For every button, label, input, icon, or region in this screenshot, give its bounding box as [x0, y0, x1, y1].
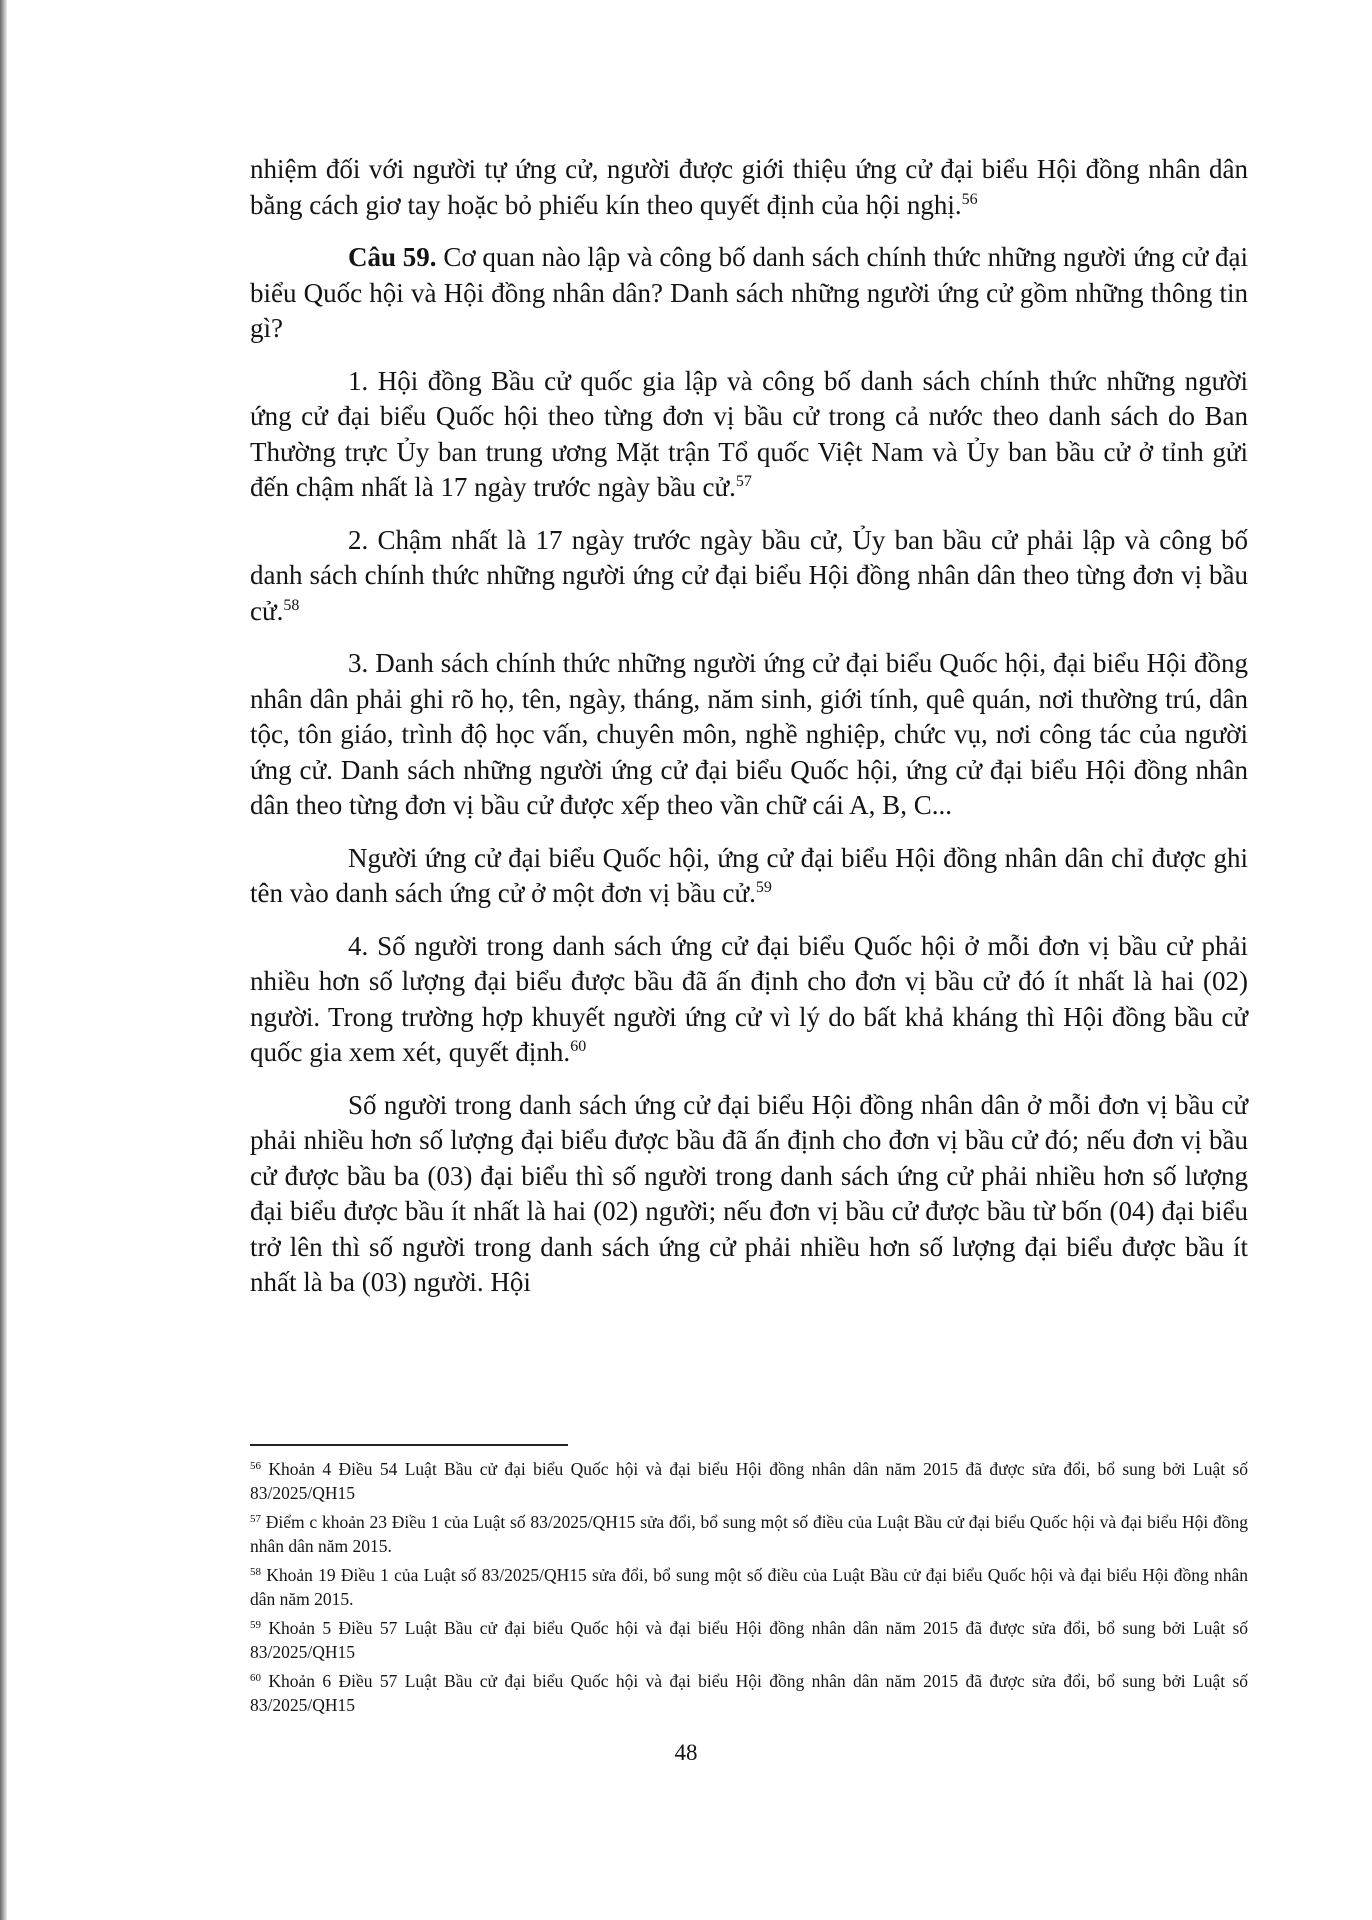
footnote-ref-57[interactable]: 57 [735, 473, 752, 490]
scan-edge-shadow [0, 0, 7, 1920]
footnote-ref-59[interactable]: 59 [755, 879, 772, 896]
page-number: 48 [674, 1740, 698, 1765]
footnote-58: $^{58}$ Khoản 19 Điều 1 của Luật số 83/2025/QH15 sửa đổi, bổ sung một số điều của Luật Bầu cử đại biểu Quốc hội và đại biểu Hội đồng nhân dân năm 2015. [250, 1565, 1248, 1609]
footnote-60: $^{60}$ Khoản 6 Điều 57 Luật Bầu cử đại biểu Quốc hội và đại biểu Hội đồng nhân dân năm 2015 đã được sửa đổi, bổ sung bởi Luật số 83/2025/QH15 [250, 1671, 1249, 1715]
answer-item-3-note: Người ứng cử đại biểu Quốc hội, ứng cử đại biểu Hội đồng nhân dân chỉ được ghi tên vào danh sách ứng cử ở một đơn vị bầu cử.$^{59}$ [250, 842, 1248, 908]
footnotes-section [250, 1444, 1248, 1723]
paragraph-continuation: nhiệm đối với người tự ứng cử, người được giới thiệu ứng cử đại biểu Hội đồng nhân dân bằng cách giơ tay hoặc bỏ phiếu kín theo quyết định của hội nghị.$^{56}$ [250, 154, 1248, 220]
footnote-59: $^{59}$ Khoản 5 Điều 57 Luật Bầu cử đại biểu Quốc hội và đại biểu Hội đồng nhân dân năm 2015 đã được sửa đổi, bổ sung bởi Luật số 83/2025/QH15 [250, 1618, 1249, 1662]
footnote-ref-60[interactable]: 60 [570, 1038, 587, 1055]
page-body [250, 152, 1248, 1318]
footnote-56: $^{56}$ Khoản 4 Điều 54 Luật Bầu cử đại biểu Quốc hội và đại biểu Hội đồng nhân dân năm 2015 đã được sửa đổi, bổ sung bởi Luật số 83/2025/QH15 [250, 1459, 1249, 1503]
footnote-57: $^{57}$ Điểm c khoản 23 Điều 1 của Luật số 83/2025/QH15 sửa đổi, bổ sung một số điều của Luật Bầu cử đại biểu Quốc hội và đại biểu Hội đồng nhân dân năm 2015. [250, 1512, 1249, 1556]
footnote-ref-58[interactable]: 58 [283, 596, 300, 614]
answer-item-4: 4. Số người trong danh sách ứng cử đại biểu Quốc hội ở mỗi đơn vị bầu cử phải nhiều hơn số lượng đại biểu được bầu đã ấn định cho đơn vị bầu cử đó ít nhất là hai (02) người. Trong trường hợp khuyết người ứng cử vì lý do bất khả kháng thì Hội đồng bầu cử quốc gia xem xét, quyết định.$^{60}$ [250, 930, 1248, 1067]
footnote-ref-56[interactable]: 56 [961, 190, 978, 208]
footnote-separator [250, 1444, 568, 1446]
question-text: Cơ quan nào lập và công bố danh sách chính thức những người ứng cử đại biểu Quốc hội và Hội đồng nhân dân? Danh sách những người ứng cử gồm những thông tin gì? [250, 242, 1248, 343]
question-59 [250, 240, 1248, 347]
answer-item-2: 2. Chậm nhất là 17 ngày trước ngày bầu cử, Ủy ban bầu cử phải lập và công bố danh sách chính thức những người ứng cử đại biểu Hội đồng nhân dân theo từng đơn vị bầu cử.$^{58}$ [250, 524, 1248, 626]
answer-item-3: 3. Danh sách chính thức những người ứng cử đại biểu Quốc hội, đại biểu Hội đồng nhân dân phải ghi rõ họ, tên, ngày, tháng, năm sinh, giới tính, quê quán, nơi thường trú, dân tộc, tôn giáo, trình độ học vấn, chuyên môn, nghề nghiệp, chức vụ, nơi công tác của người ứng cử. Danh sách những người ứng cử đại biểu Quốc hội, ứng cử đại biểu Hội đồng nhân dân theo từng đơn vị bầu cử được xếp theo vần chữ cái A, B, C... [250, 648, 1248, 820]
answer-item-4-continued: Số người trong danh sách ứng cử đại biểu Hội đồng nhân dân ở mỗi đơn vị bầu cử phải nhiều hơn số lượng đại biểu được bầu đã ấn định cho đơn vị bầu cử đó; nếu đơn vị bầu cử được bầu ba (03) đại biểu thì số người trong danh sách ứng cử phải nhiều hơn số lượng đại biểu được bầu ít nhất là hai (02) người; nếu đơn vị bầu cử được bầu từ bốn (04) đại biểu trở lên thì số người trong danh sách ứng cử phải nhiều hơn số lượng đại biểu được bầu ít nhất là ba (03) người. Hội [250, 1089, 1248, 1297]
question-label: Câu 59. [348, 242, 437, 272]
answer-item-1: 1. Hội đồng Bầu cử quốc gia lập và công bố danh sách chính thức những người ứng cử đại biểu Quốc hội theo từng đơn vị bầu cử trong cả nước theo danh sách do Ban Thường trực Ủy ban trung ương Mặt trận Tổ quốc Việt Nam và Ủy ban bầu cử ở tỉnh gửi đến chậm nhất là 17 ngày trước ngày bầu cử.$^{57}$ [250, 365, 1248, 502]
